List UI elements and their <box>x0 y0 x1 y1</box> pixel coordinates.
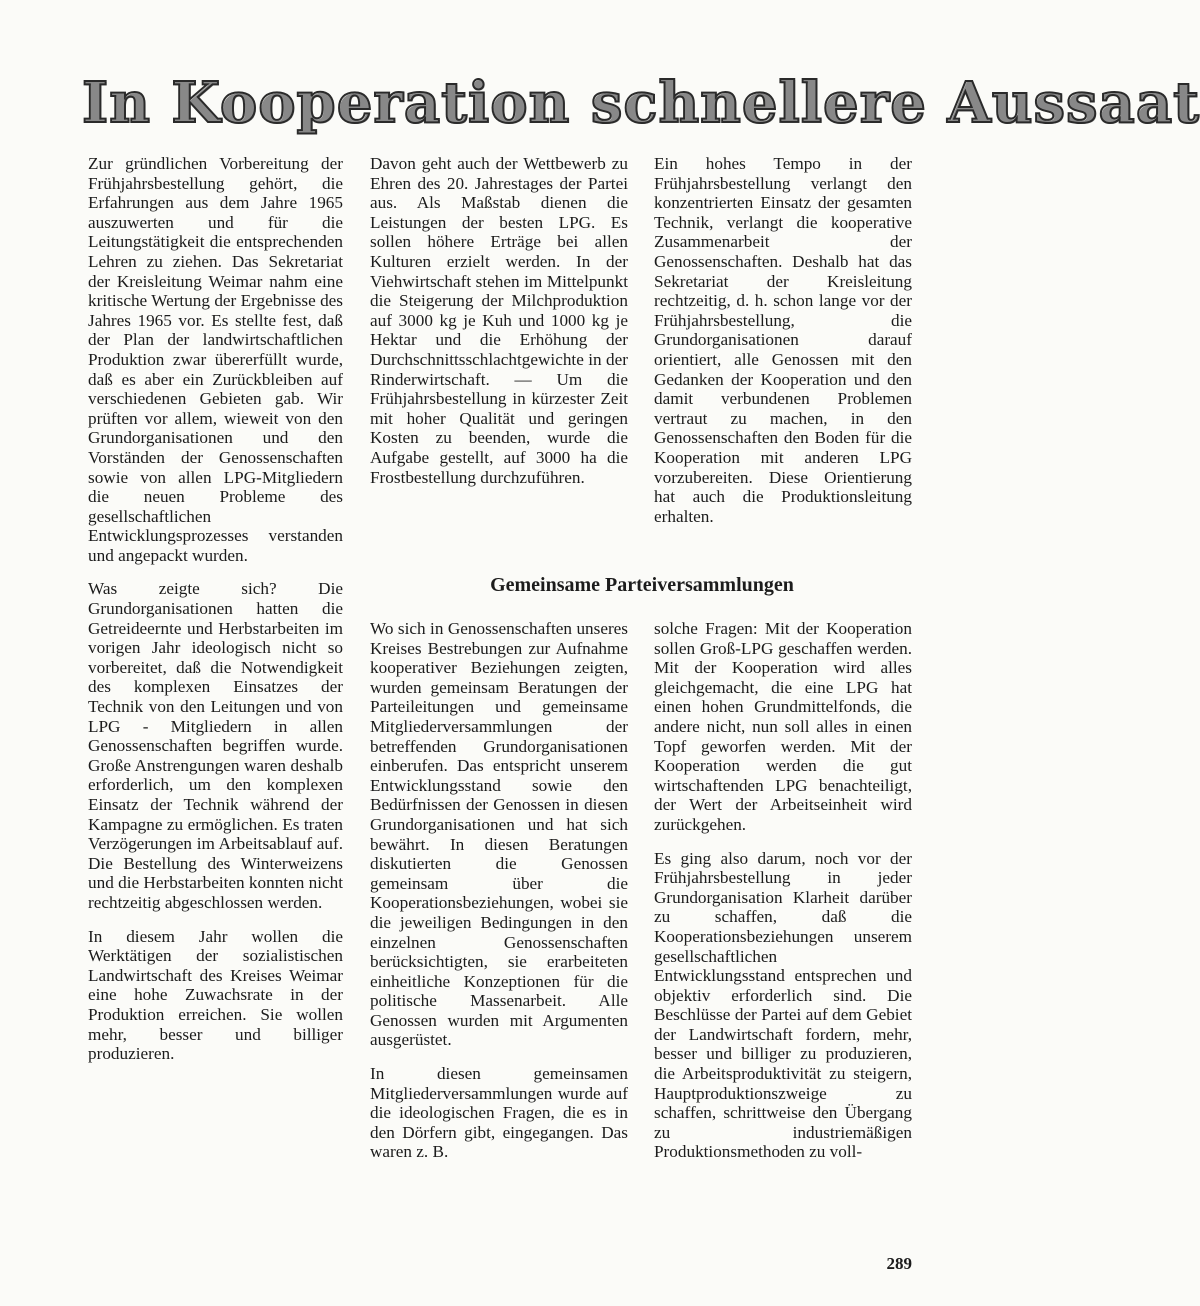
page-number: 289 <box>886 1254 912 1273</box>
paragraph: Wo sich in Genossenschaften unseres Kreises Bestrebungen zur Aufnahme kooperativer Beziehungen zeigten, wurden gemeinsam Beratungen der Parteileitungen und gemeinsame Mitgliederversammlungen der betreffenden Grundorganisationen einberufen. Das entspricht unserem Entwicklungsstand sowie den Bedürfnissen der Genossen in diesen Grundorganisationen und hat sich bewährt. In diesen Beratungen diskutierten die Genossen gemeinsam über die Kooperationsbeziehungen, wobei sie die jeweiligen Bedingungen in den einzelnen Genossenschaften berücksichtigten, sie erarbeiteten einheitliche Konzeptionen für die politische Massenarbeit. Alle Genossen wurden mit Argumenten ausgerüstet. <box>370 619 628 1050</box>
paragraph: In diesem Jahr wollen die Werktätigen der sozialistischen Landwirtschaft des Kreises Weimar eine hohe Zuwachsrate in der Produktion erreichen. Sie wollen mehr, besser und billiger produzieren. <box>88 926 343 1064</box>
text-column-3-top <box>654 154 912 540</box>
text-column-1 <box>88 154 343 1078</box>
section-heading: Gemeinsame Parteiversammlungen <box>490 574 794 596</box>
article-title: In Kooperation schnellere Aussaat <box>82 70 1200 136</box>
paragraph: Davon geht auch der Wettbewerb zu Ehren des 20. Jahrestages der Partei aus. Als Maßstab dienen die Leistungen der besten LPG. Es sollen höhere Erträge bei allen Kulturen erzielt werden. In der Viehwirtschaft stehen im Mittelpunkt die Steigerung der Milchproduktion auf 3000 kg je Kuh und 1000 kg je Hektar und die Erhöhung der Durchschnittsschlachtgewichte in der Rinderwirtschaft. — Um die Frühjahrsbestellung in kürzester Zeit mit hoher Qualität und geringen Kosten zu beenden, wurde die Aufgabe gestellt, auf 3000 ha die Frostbestellung durchzuführen. <box>370 154 628 487</box>
paragraph: In diesen gemeinsamen Mitgliederversammlungen wurde auf die ideologischen Fragen, die es in den Dörfern gibt, eingegangen. Das waren z. B. <box>370 1064 628 1162</box>
text-column-2-bottom <box>370 619 628 1176</box>
paragraph: Zur gründlichen Vorbereitung der Frühjahrsbestellung gehört, die Erfahrungen aus dem Jahre 1965 auszuwerten und für die Leitungstätigkeit die entsprechenden Lehren zu ziehen. Das Sekretariat der Kreisleitung Weimar nahm eine kritische Wertung der Ergebnisse des Jahres 1965 vor. Es stellte fest, daß der Plan der landwirtschaftlichen Produktion zwar übererfüllt wurde, daß es aber ein Zurückbleiben auf verschiedenen Gebieten gab. Wir prüften vor allem, wieweit von den Grundorganisationen und den Vorständen der Genossenschaften sowie von allen LPG-Mitgliedern die neuen Probleme des gesellschaftlichen Entwicklungsprozesses verstanden und angepackt wurden. <box>88 154 343 565</box>
text-column-2-top <box>370 154 628 501</box>
paragraph: solche Fragen: Mit der Kooperation sollen Groß-LPG geschaffen werden. Mit der Kooperation wird alles gleichgemacht, die eine LPG hat einen hohen Grundmittelfonds, die andere nicht, nun soll alles in einen Topf geworfen werden. Mit der Kooperation werden die gut wirtschaftenden LPG benachteiligt, der Wert der Arbeitseinheit wird zurückgehen. <box>654 619 912 834</box>
text-column-3-bottom <box>654 619 912 1176</box>
paragraph: Was zeigte sich? Die Grundorganisationen hatten die Getreideernte und Herbstarbeiten im vorigen Jahr ideologisch nicht so vorbereitet, daß die Notwendigkeit des komplexen Einsatzes der Technik von den Leitungen und von LPG - Mitgliedern in allen Genossenschaften begriffen wurde. Große Anstrengungen waren deshalb erforderlich, um den komplexen Einsatz der Technik während der Kampagne zu ermöglichen. Es traten Verzögerungen im Arbeitsablauf auf. Die Bestellung des Winterweizens und die Herbstarbeiten konnten nicht rechtzeitig abgeschlossen werden. <box>88 579 343 912</box>
paragraph: Es ging also darum, noch vor der Frühjahrsbestellung in jeder Grundorganisation Klarheit darüber zu schaffen, daß die Kooperationsbeziehungen unserem gesellschaftlichen Entwicklungsstand entsprechen und objektiv erforderlich sind. Die Beschlüsse der Partei auf dem Gebiet der Landwirtschaft fordern, mehr, besser und billiger zu produzieren, die Arbeitsproduktivität zu steigern, Hauptproduktionszweige zu schaffen, schrittweise den Übergang zu industriemäßigen Produktionsmethoden zu voll- <box>654 848 912 1162</box>
paragraph: Ein hohes Tempo in der Frühjahrsbestellung verlangt den konzentrierten Einsatz der gesamten Technik, verlangt die kooperative Zusammenarbeit der Genossenschaften. Deshalb hat das Sekretariat der Kreisleitung rechtzeitig, d. h. schon lange vor der Frühjahrsbestellung, die Grundorganisationen darauf orientiert, alle Genossen mit den Gedanken der Kooperation und den damit verbundenen Problemen vertraut zu machen, in den Genossenschaften den Boden für die Kooperation mit anderen LPG vorzubereiten. Diese Orientierung hat auch die Produktionsleitung erhalten. <box>654 154 912 526</box>
